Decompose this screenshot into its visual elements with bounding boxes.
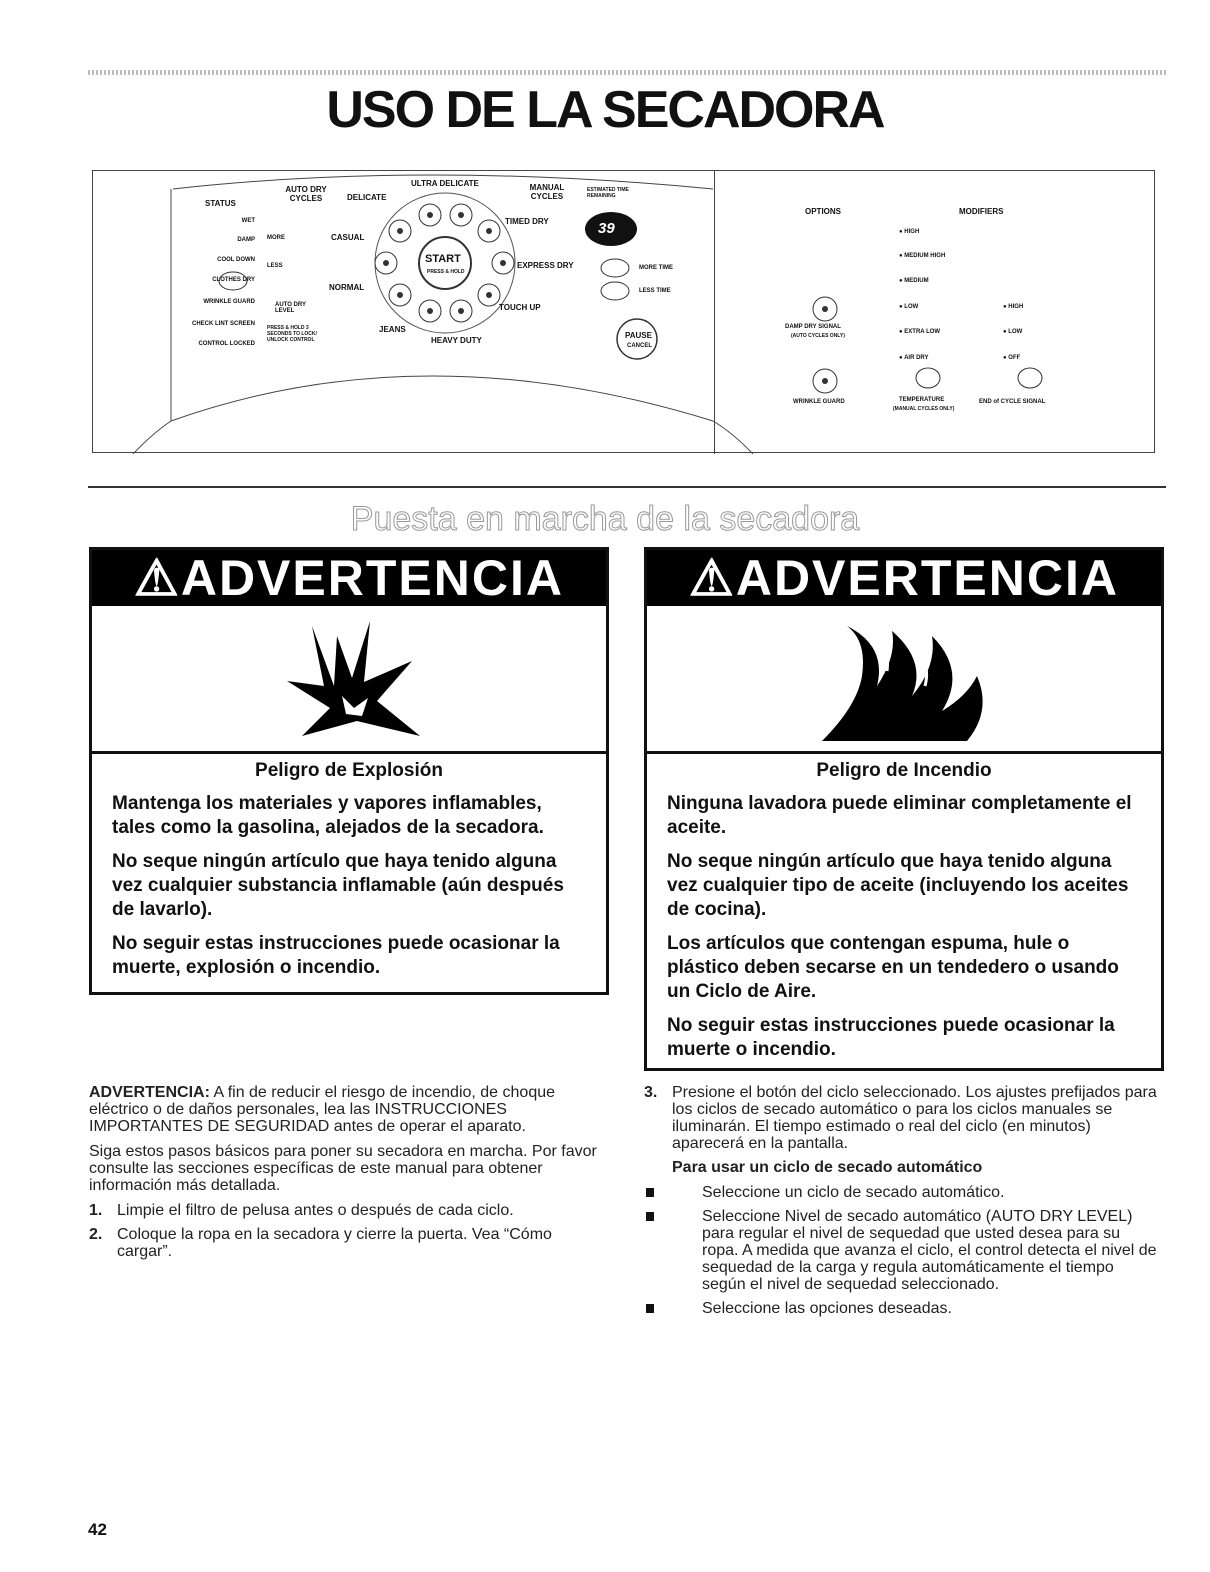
fire-drawing bbox=[817, 616, 997, 746]
warning-paragraph: Mantenga los materiales y vapores inflamables, tales como la gasolina, alejados de la secadora. bbox=[112, 793, 544, 838]
cycle-jeans: JEANS bbox=[379, 325, 406, 334]
signal-low: ● LOW bbox=[1003, 329, 1023, 335]
cycle-ultra-delicate: ULTRA DELICATE bbox=[411, 179, 479, 188]
fire-icon bbox=[647, 606, 1161, 754]
warning-paragraph: Los artículos que contengan espuma, hule o plástico deben secarse en un tendedero o usando un Ciclo de Aire. bbox=[667, 933, 1119, 1002]
cycle-delicate: DELICATE bbox=[347, 193, 387, 202]
lock-hold-note: PRESS & HOLD 3 SECONDS TO LOCK/ UNLOCK CONTROL bbox=[267, 325, 317, 343]
top-rule bbox=[88, 70, 1166, 75]
cancel-label: CANCEL bbox=[627, 343, 652, 349]
signal-off: ● OFF bbox=[1003, 355, 1021, 361]
section-heading: Puesta en marcha de la secadora bbox=[350, 500, 860, 538]
damp-dry-signal-label: DAMP DRY SIGNAL bbox=[785, 324, 841, 330]
status-cool-down: COOL DOWN bbox=[217, 257, 255, 263]
warning-paragraph: No seque ningún artículo que haya tenido alguna vez cualquier substancia inflamable (aún después de lavarlo). bbox=[112, 851, 564, 920]
warning-paragraph: No seguir estas instrucciones puede ocasionar la muerte o incendio. bbox=[667, 1015, 1115, 1060]
start-button-label: START bbox=[425, 253, 461, 265]
options-header: OPTIONS bbox=[805, 207, 842, 216]
manual-cycles-only-note: (MANUAL CYCLES ONLY) bbox=[893, 406, 955, 412]
time-display: 39 bbox=[598, 220, 615, 237]
right-column bbox=[644, 1084, 1159, 1324]
cycle-casual: CASUAL bbox=[331, 233, 365, 242]
bullet-item: Seleccione un ciclo de secado automático. bbox=[644, 1184, 1159, 1201]
more-time-label: MORE TIME bbox=[639, 265, 673, 271]
warning-box-explosion bbox=[89, 547, 609, 995]
warning-paragraph: Ninguna lavadora puede eliminar completamente el aceite. bbox=[667, 793, 1132, 838]
safety-note: ADVERTENCIA: A fin de reducir el riesgo de incendio, de choque eléctrico o de daños personales, lea las INSTRUCCIONES IMPORTANTES DE SEGURIDAD antes de operar el aparato. bbox=[89, 1084, 556, 1135]
modifiers-header: MODIFIERS bbox=[959, 207, 1004, 216]
auto-cycles-only-note: (AUTO CYCLES ONLY) bbox=[791, 333, 845, 339]
less-label: LESS bbox=[267, 263, 283, 269]
cycle-express-dry: EXPRESS DRY bbox=[517, 261, 574, 270]
estimated-time-label: ESTIMATED TIME REMAINING bbox=[587, 187, 629, 199]
explosion-drawing bbox=[282, 616, 422, 741]
bullet-icon bbox=[646, 1304, 654, 1313]
page-title: USO DE LA SECADORA bbox=[326, 81, 884, 139]
cycle-touch-up: TOUCH UP bbox=[499, 303, 541, 312]
status-wrinkle-guard: WRINKLE GUARD bbox=[203, 299, 255, 305]
temp-air-dry: ● AIR DRY bbox=[899, 355, 929, 361]
status-check-lint: CHECK LINT SCREEN bbox=[191, 321, 255, 327]
status-wet: WET bbox=[241, 218, 255, 224]
left-column bbox=[89, 1084, 609, 1267]
bullet-item: Seleccione las opciones deseadas. bbox=[644, 1300, 1159, 1317]
warning-header: ⚠ADVERTENCIA bbox=[647, 550, 1161, 606]
control-panel-illustration bbox=[92, 170, 1155, 453]
less-time-label: LESS TIME bbox=[639, 288, 671, 294]
bullet-icon bbox=[646, 1188, 654, 1197]
bullet-icon bbox=[646, 1212, 654, 1221]
warning-paragraph: No seguir estas instrucciones puede ocasionar la muerte, explosión o incendio. bbox=[112, 933, 560, 978]
signal-high: ● HIGH bbox=[1003, 304, 1024, 310]
cycle-normal: NORMAL bbox=[329, 283, 365, 292]
auto-dry-level-label: AUTO DRY LEVEL bbox=[275, 302, 306, 314]
intro-paragraph: Siga estos pasos básicos para poner su secadora en marcha. Por favor consulte las secciones específicas de este manual para obtener información más detallada. bbox=[89, 1143, 597, 1194]
explosion-icon bbox=[92, 606, 606, 754]
temp-medium: ● MEDIUM bbox=[899, 278, 929, 284]
hazard-title: Peligro de Explosión bbox=[255, 760, 443, 781]
status-clothes-dry: CLOTHES DRY bbox=[212, 277, 255, 283]
pause-label: PAUSE bbox=[625, 331, 652, 340]
panel-divider bbox=[714, 171, 715, 454]
temp-low: ● LOW bbox=[899, 304, 919, 310]
hazard-title: Peligro de Incendio bbox=[816, 760, 992, 781]
cycle-timed-dry: TIMED DRY bbox=[505, 217, 549, 226]
cycle-heavy-duty: HEAVY DUTY bbox=[431, 336, 482, 345]
step-item: 3. Presione el botón del ciclo seleccionado. Los ajustes prefijados para los ciclos de secado automático o para los ciclos manuales se iluminarán. El tiempo estimado o real del ciclo (en minutos) aparecerá en la pantalla. bbox=[644, 1084, 1157, 1152]
warning-box-fire bbox=[644, 547, 1164, 1071]
status-damp: DAMP bbox=[237, 237, 255, 243]
status-control-locked: CONTROL LOCKED bbox=[198, 341, 255, 347]
temperature-label: TEMPERATURE bbox=[899, 397, 945, 403]
wrinkle-guard-label: WRINKLE GUARD bbox=[793, 399, 845, 405]
warning-header: ⚠ADVERTENCIA bbox=[92, 550, 606, 606]
safety-note-label: ADVERTENCIA: bbox=[89, 1084, 210, 1101]
start-press-hold: PRESS & HOLD bbox=[427, 269, 465, 275]
section-rule bbox=[88, 486, 1166, 488]
temp-medium-high: ● MEDIUM HIGH bbox=[899, 253, 946, 259]
temp-high: ● HIGH bbox=[899, 229, 920, 235]
warning-paragraph: No seque ningún artículo que haya tenido alguna vez cualquier tipo de aceite (incluyendo los aceites de cocina). bbox=[667, 851, 1129, 920]
step-item: 1. Limpie el filtro de pelusa antes o después de cada ciclo. bbox=[89, 1202, 514, 1219]
auto-dry-cycles-label: AUTO DRY CYCLES bbox=[285, 185, 327, 203]
step-item: 2. Coloque la ropa en la secadora y cierre la puerta. Vea “Cómo cargar”. bbox=[89, 1226, 552, 1260]
manual-cycles-label: MANUAL CYCLES bbox=[529, 183, 565, 201]
more-label: MORE bbox=[267, 235, 285, 241]
temp-extra-low: ● EXTRA LOW bbox=[899, 329, 941, 335]
page-number: 42 bbox=[88, 1520, 107, 1539]
auto-cycle-heading: Para usar un ciclo de secado automático bbox=[672, 1159, 983, 1176]
bullet-item: Seleccione Nivel de secado automático (AUTO DRY LEVEL) para regular el nivel de sequedad que usted desea para su ropa. A medida que avanza el ciclo, el control detecta el nivel de sequedad de la carga y regula automáticamente el tiempo según el nivel de sequedad seleccionado. bbox=[644, 1208, 1159, 1293]
end-of-cycle-signal-label: END of CYCLE SIGNAL bbox=[979, 399, 1046, 405]
status-header: STATUS bbox=[205, 199, 236, 208]
